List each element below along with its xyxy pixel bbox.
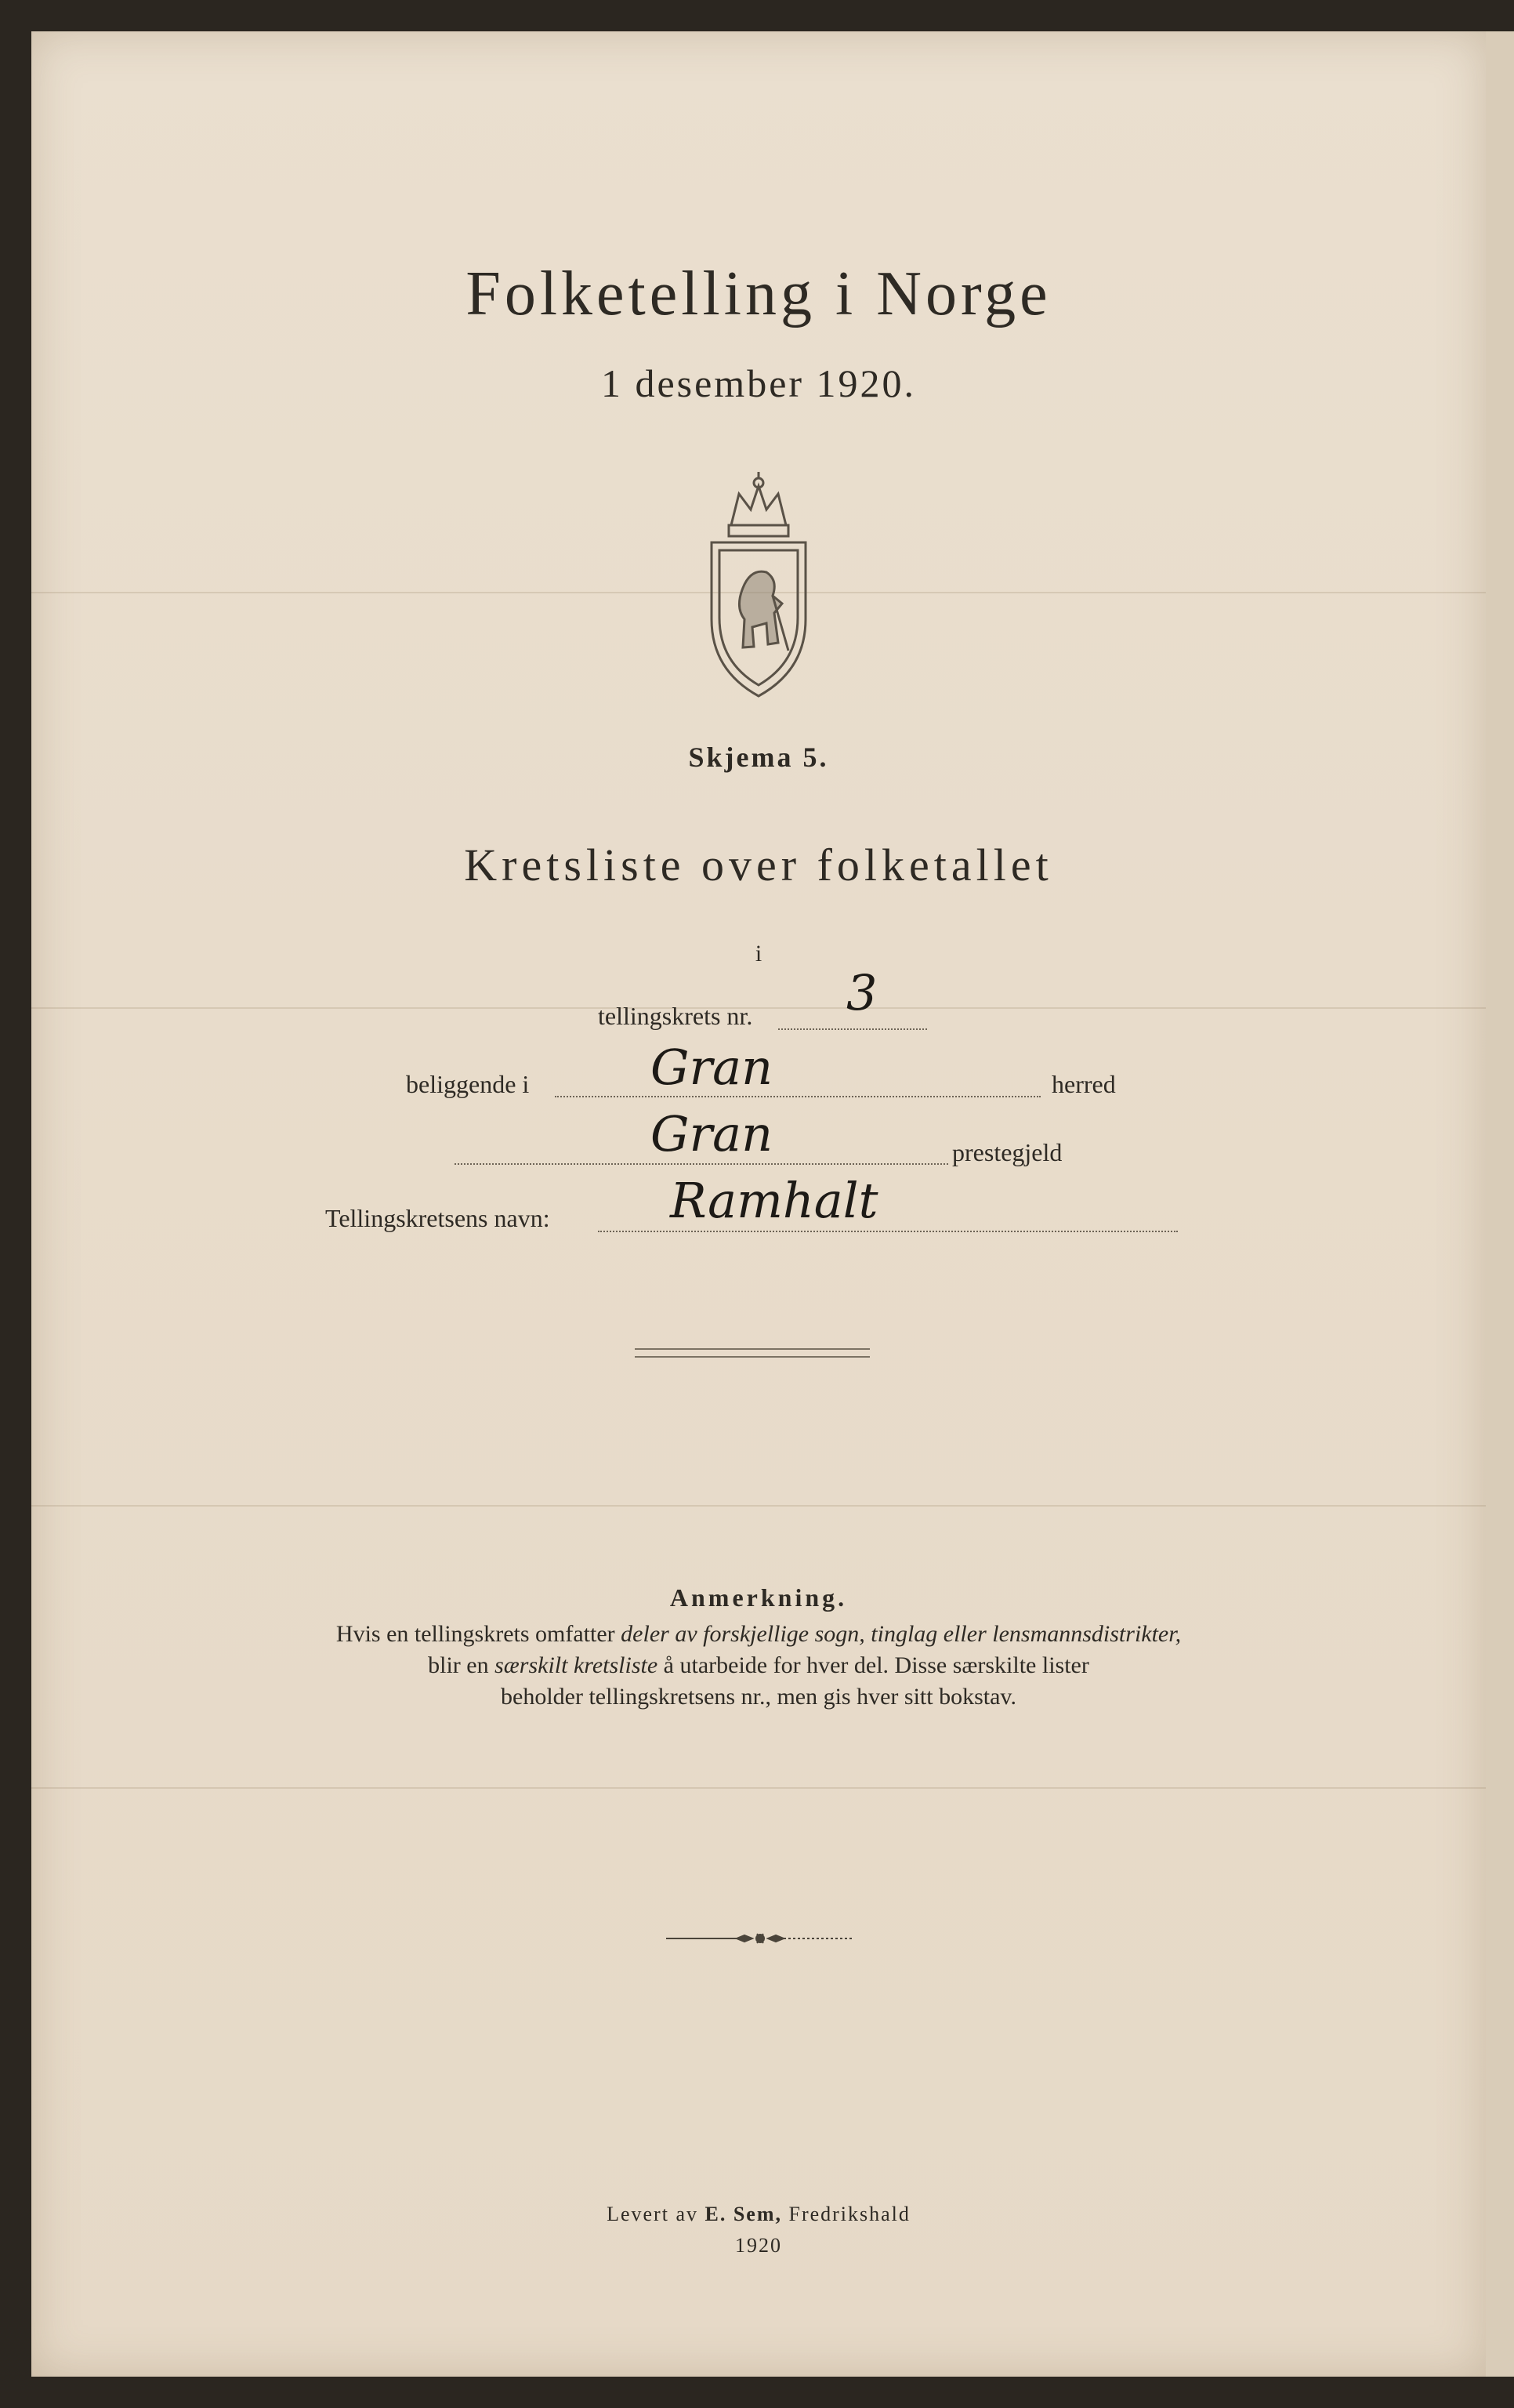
remark-emphasis: deler av forskjellige sogn, tinglag eller lensmannsdistrikter, — [621, 1621, 1182, 1647]
section-divider — [635, 1348, 870, 1358]
remark-emphasis: særskilt kretsliste — [494, 1652, 658, 1678]
parish-label: prestegjeld — [952, 1138, 1063, 1166]
conjunction-text: i — [755, 941, 762, 966]
herred-label: herred — [1052, 1070, 1116, 1098]
page-title: Folketelling i Norge — [465, 259, 1052, 328]
fold-line — [31, 1505, 1486, 1507]
printer-place: Fredrikshald — [781, 2203, 911, 2225]
parish-line — [455, 1163, 948, 1165]
remark-line-1 — [31, 1621, 1486, 1648]
printer-name: E. Sem, — [704, 2203, 782, 2225]
district-name-line — [598, 1231, 1178, 1232]
municipality-label: beliggende i — [406, 1070, 530, 1098]
remark-text: å utarbeide for hver del. Disse særskilte lister — [657, 1652, 1089, 1678]
district-number-label: tellingskrets nr. — [598, 1002, 753, 1030]
parish-value: Gran — [650, 1105, 773, 1162]
fold-line — [31, 1787, 1486, 1789]
remark-text: blir en — [428, 1652, 495, 1678]
ornament-divider-icon — [658, 1927, 862, 1950]
remark-line-2 — [31, 1652, 1486, 1679]
form-subtitle: Kretsliste over folketallet — [464, 840, 1053, 890]
district-number-line — [778, 1028, 927, 1030]
remark-text: Hvis en tellingskrets omfatter — [335, 1621, 621, 1647]
district-name-label: Tellingskretsens navn: — [325, 1204, 550, 1232]
census-form-sheet — [31, 31, 1486, 2377]
municipality-value: Gran — [650, 1039, 773, 1096]
census-date: 1 desember 1920. — [600, 361, 917, 405]
remark-line-3: beholder tellingskretsens nr., men gis hver sitt bokstav. — [501, 1684, 1016, 1710]
district-name-value: Ramhalt — [670, 1172, 878, 1229]
printer-year: 1920 — [735, 2234, 782, 2257]
printer-credit — [31, 2203, 1486, 2226]
municipality-line — [555, 1096, 1041, 1097]
schema-number: Skjema 5. — [688, 742, 829, 773]
fold-line — [31, 1007, 1486, 1009]
remark-title: Anmerkning. — [669, 1583, 848, 1612]
page-edge — [1486, 31, 1514, 2377]
printer-text: Levert av — [607, 2203, 705, 2225]
norwegian-lion-coat-of-arms-icon — [696, 470, 821, 705]
district-number-value: 3 — [846, 964, 878, 1021]
